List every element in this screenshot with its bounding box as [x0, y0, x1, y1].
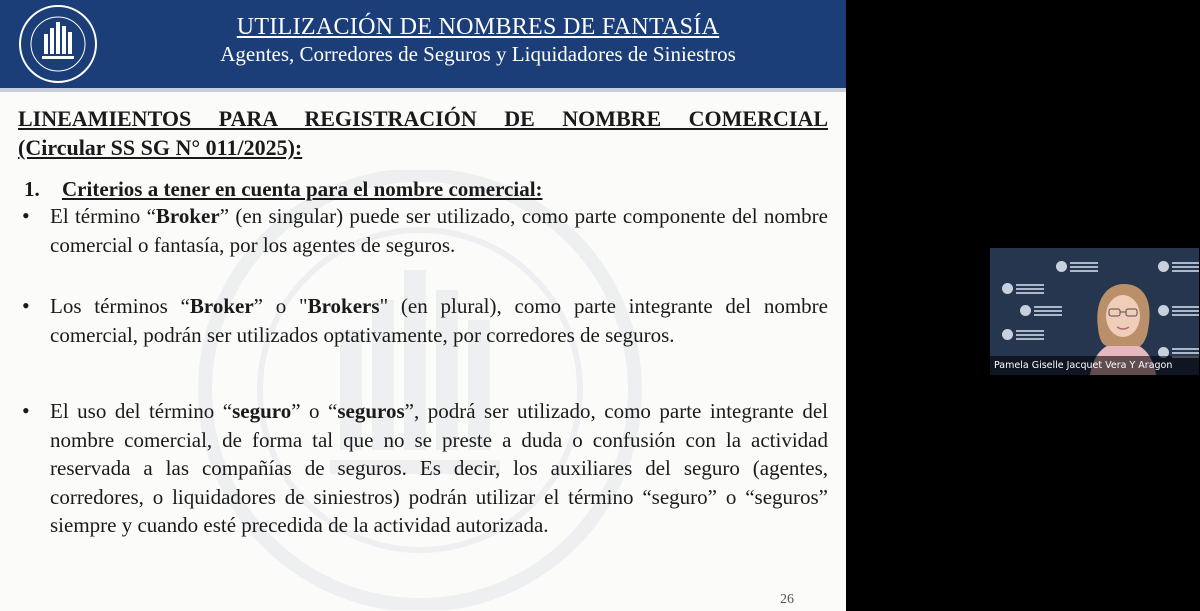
- participant-video-tile[interactable]: [990, 248, 1199, 375]
- header-divider: [0, 88, 846, 92]
- bullet-brokers-plural: Los términos “Broker” o "Brokers" (en plural), como parte integrante del nombre comercial, podrán ser utilizados optativamente, por corredores de seguros.: [50, 294, 829, 347]
- circular-reference: (Circular SS SG N° 011/2025):: [18, 135, 303, 160]
- institute-logo: [1056, 260, 1104, 274]
- guidelines-heading: LINEAMIENTOS PARA REGISTRACIÓN DE NOMBRE COMERCIAL: [18, 106, 828, 131]
- slide-title: UTILIZACIÓN DE NOMBRES DE FANTASÍA: [236, 14, 720, 40]
- institute-logo: [1002, 282, 1050, 296]
- bullet-marker: •: [22, 293, 30, 318]
- bullet-seguro-term: El uso del término “seguro” o “seguros”, podrá ser utilizado, como parte integrante del nombre comercial, de forma tal que no se preste a duda o confusión con la actividad reservada a las compañías de seguros. Es decir, los auxiliares del seguro (agentes, corredores, o liquidadores de siniestros) podrán utilizar el término “seguro” o “seguros” siempre y cuando esté precedida de la actividad autorizada.: [50, 399, 828, 537]
- institute-logo: [1158, 260, 1199, 274]
- criteria-number: 1.: [24, 177, 40, 201]
- slide-subtitle: Agentes, Corredores de Seguros y Liquidadores de Siniestros: [220, 42, 736, 66]
- institute-logo: [1020, 304, 1068, 318]
- slide-page-number: 26: [780, 592, 794, 607]
- bullet-marker: •: [22, 398, 30, 423]
- bullet-broker-singular: El término “Broker” (en singular) puede ser utilizado, como parte componente del nombre comercial o fantasía, por los agentes de seguros.: [50, 204, 828, 257]
- institute-logo: [1002, 328, 1050, 342]
- slide-header: [0, 0, 846, 88]
- participant-name-label: Pamela Giselle Jacquet Vera Y Aragon: [990, 356, 1199, 375]
- banco-central-logo: [14, 4, 102, 84]
- criteria-heading: Criterios a tener en cuenta para el nombre comercial:: [62, 177, 543, 201]
- bullet-marker: •: [22, 203, 30, 228]
